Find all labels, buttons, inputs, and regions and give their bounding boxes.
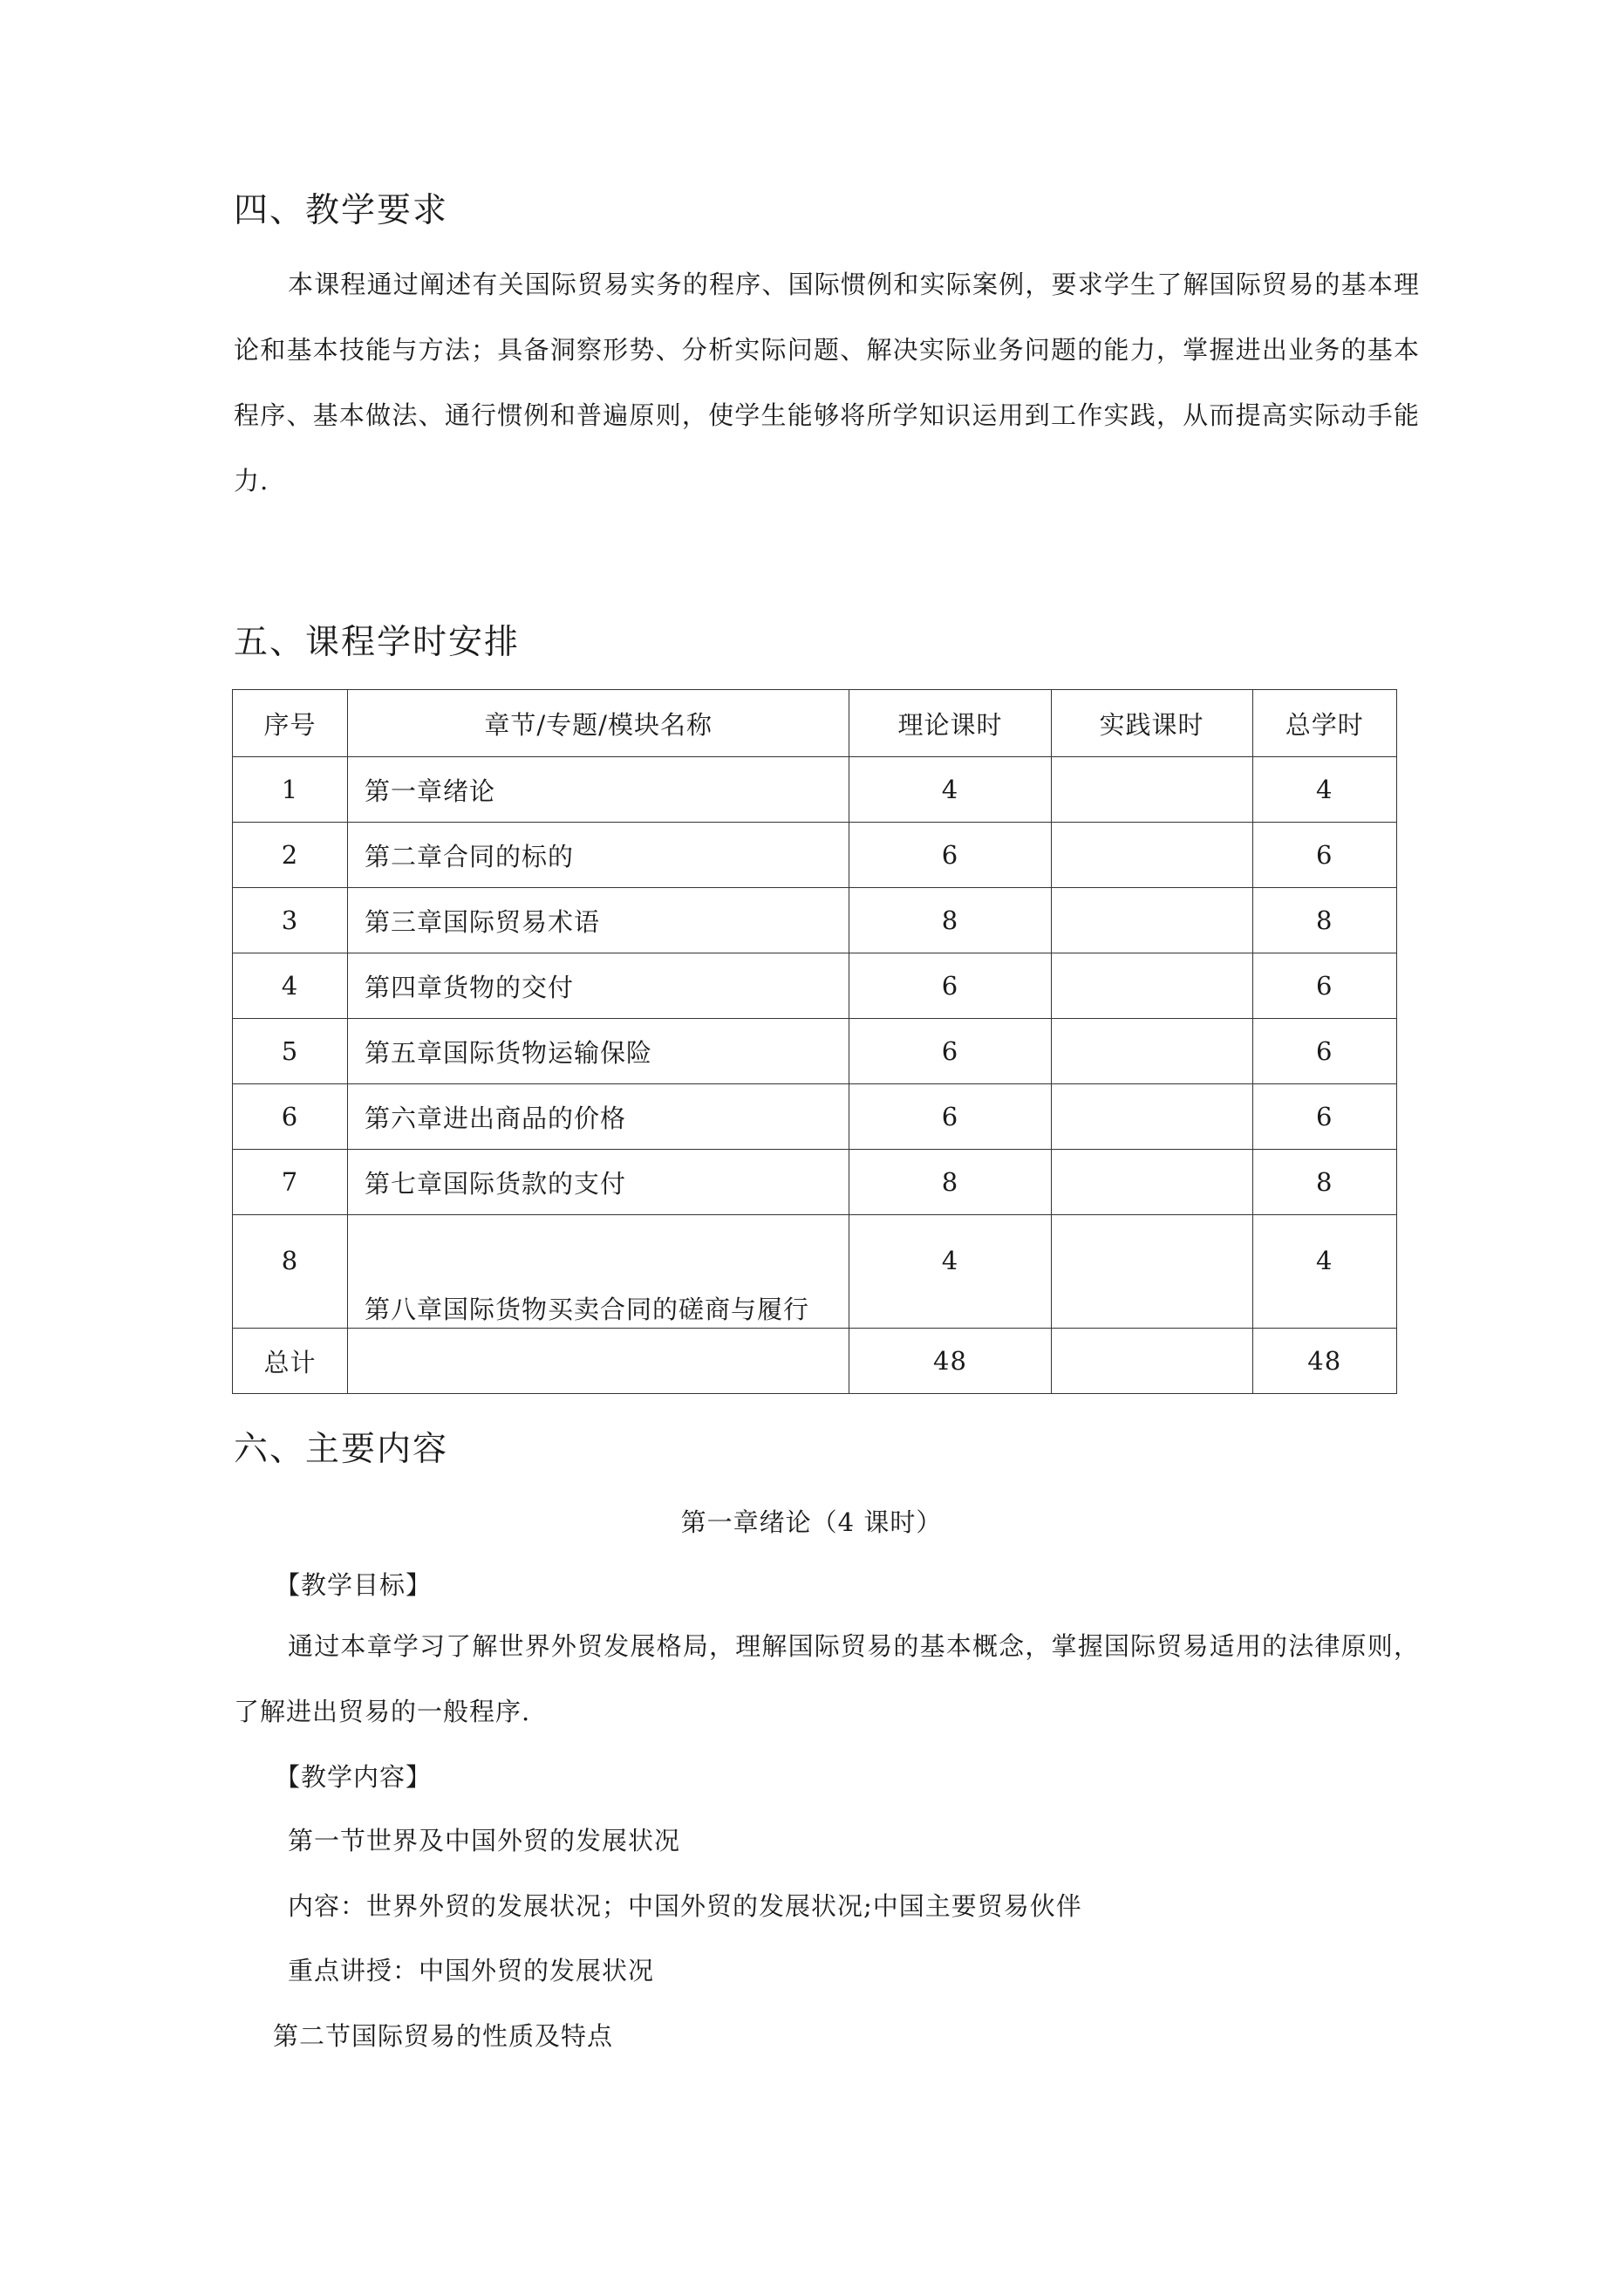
header-index: 序号 bbox=[233, 690, 348, 757]
table-row bbox=[233, 757, 1397, 823]
row-practice-hours bbox=[1051, 757, 1252, 823]
row-chapter-name: 第六章进出商品的价格 bbox=[347, 1084, 849, 1150]
row-practice-hours bbox=[1051, 1215, 1252, 1329]
row-total-hours: 8 bbox=[1252, 1150, 1397, 1215]
row-practice-hours bbox=[1051, 1150, 1252, 1215]
objective-paragraph: 通过本章学习了解世界外贸发展格局，理解国际贸易的基本概念，掌握国际贸易适用的法律原则，了解进出贸易的一般程序. bbox=[234, 1631, 1420, 1726]
row-total-hours: 6 bbox=[1252, 953, 1397, 1019]
row-index: 5 bbox=[233, 1019, 348, 1084]
row-theory-hours: 6 bbox=[849, 953, 1051, 1019]
row-total-hours: 4 bbox=[1252, 1215, 1397, 1329]
row-total-hours: 6 bbox=[1252, 823, 1397, 888]
table-row bbox=[233, 1084, 1397, 1150]
total-label: 总计 bbox=[233, 1329, 348, 1394]
row-index: 7 bbox=[233, 1150, 348, 1215]
row-index: 8 bbox=[233, 1215, 348, 1329]
row-chapter-name: 第三章国际贸易术语 bbox=[347, 888, 849, 953]
total-practice-hours bbox=[1051, 1329, 1252, 1394]
header-chapter-name: 章节/专题/模块名称 bbox=[347, 690, 849, 757]
row-total-hours: 8 bbox=[1252, 888, 1397, 953]
row-chapter-name: 第五章国际货物运输保险 bbox=[347, 1019, 849, 1084]
row-chapter-name: 第八章国际货物买卖合同的磋商与履行 bbox=[347, 1215, 849, 1329]
table-row bbox=[233, 888, 1397, 953]
section-heading-main-content: 六、主要内容 bbox=[234, 1430, 449, 1469]
row-practice-hours bbox=[1051, 823, 1252, 888]
row-chapter-name: 第二章合同的标的 bbox=[347, 823, 849, 888]
table-row bbox=[233, 1019, 1397, 1084]
row-total-hours: 6 bbox=[1252, 1019, 1397, 1084]
table-row bbox=[233, 953, 1397, 1019]
row-index: 3 bbox=[233, 888, 348, 953]
table-header-row bbox=[233, 690, 1397, 757]
row-chapter-name: 第四章货物的交付 bbox=[347, 953, 849, 1019]
table-total-row bbox=[233, 1329, 1397, 1394]
table-row bbox=[233, 1150, 1397, 1215]
row-total-hours: 4 bbox=[1252, 757, 1397, 823]
section-1-focus: 重点讲授：中国外贸的发展状况 bbox=[288, 1956, 655, 1985]
row-theory-hours: 4 bbox=[849, 757, 1051, 823]
section-heading-teaching-requirements: 四、教学要求 bbox=[234, 191, 449, 230]
row-index: 4 bbox=[233, 953, 348, 1019]
total-theory-hours: 48 bbox=[849, 1329, 1051, 1394]
row-theory-hours: 6 bbox=[849, 823, 1051, 888]
row-chapter-name: 第一章绪论 bbox=[347, 757, 849, 823]
row-theory-hours: 8 bbox=[849, 888, 1051, 953]
row-practice-hours bbox=[1051, 888, 1252, 953]
row-practice-hours bbox=[1051, 953, 1252, 1019]
row-total-hours: 6 bbox=[1252, 1084, 1397, 1150]
section-heading-schedule: 五、课程学时安排 bbox=[234, 623, 521, 662]
row-index: 6 bbox=[233, 1084, 348, 1150]
total-chapter-name bbox=[347, 1329, 849, 1394]
total-total-hours: 48 bbox=[1252, 1329, 1397, 1394]
course-hours-table bbox=[232, 689, 1397, 1394]
section-2-title: 第二节国际贸易的性质及特点 bbox=[273, 2021, 614, 2051]
row-theory-hours: 6 bbox=[849, 1084, 1051, 1150]
header-theory-hours: 理论课时 bbox=[849, 690, 1051, 757]
objective-label: 【教学目标】 bbox=[275, 1570, 433, 1600]
row-theory-hours: 8 bbox=[849, 1150, 1051, 1215]
row-practice-hours bbox=[1051, 1084, 1252, 1150]
table-row bbox=[233, 1215, 1397, 1329]
header-total-hours: 总学时 bbox=[1252, 690, 1397, 757]
teaching-requirements-paragraph: 本课程通过阐述有关国际贸易实务的程序、国际惯例和实际案例，要求学生了解国际贸易的基本理论和基本技能与方法；具备洞察形势、分析实际问题、解决实际业务问题的能力，掌握进出业务的基本程序、基本做法、通行惯例和普遍原则，使学生能够将所学知识运用到工作实践，从而提高实际动手能力. bbox=[234, 270, 1420, 495]
table-row bbox=[233, 823, 1397, 888]
section-1-title: 第一节世界及中国外贸的发展状况 bbox=[288, 1826, 681, 1855]
row-theory-hours: 4 bbox=[849, 1215, 1051, 1329]
chapter-title: 第一章绪论（4 课时） bbox=[680, 1507, 943, 1537]
header-practice-hours: 实践课时 bbox=[1051, 690, 1252, 757]
row-index: 2 bbox=[233, 823, 348, 888]
row-index: 1 bbox=[233, 757, 348, 823]
row-chapter-name: 第七章国际货款的支付 bbox=[347, 1150, 849, 1215]
section-1-content: 内容：世界外贸的发展状况；中国外贸的发展状况;中国主要贸易伙伴 bbox=[288, 1891, 1082, 1921]
row-theory-hours: 6 bbox=[849, 1019, 1051, 1084]
row-practice-hours bbox=[1051, 1019, 1252, 1084]
content-label: 【教学内容】 bbox=[275, 1762, 433, 1792]
